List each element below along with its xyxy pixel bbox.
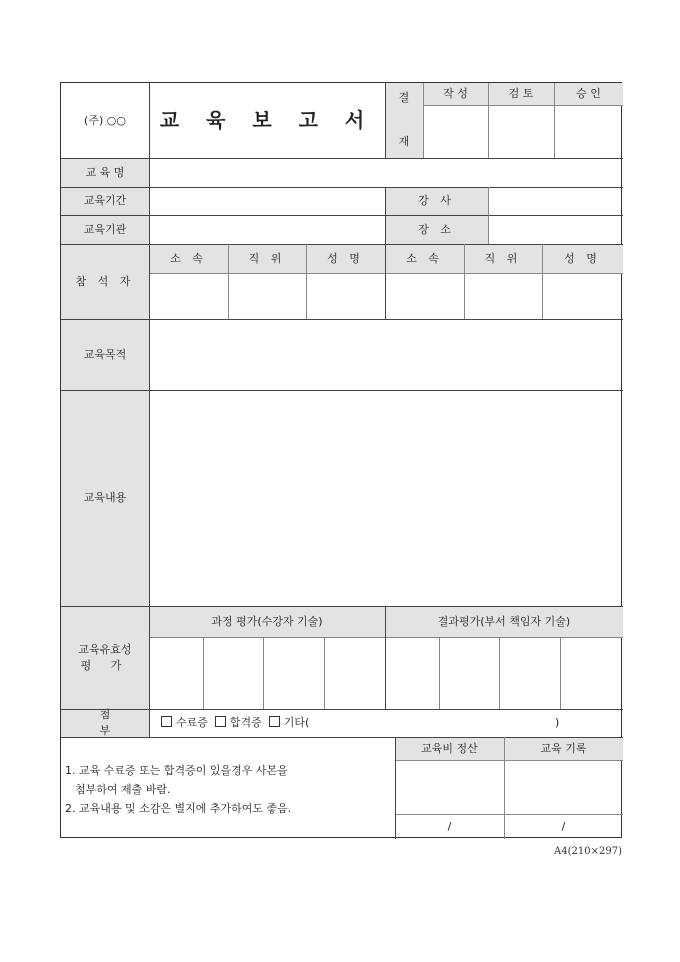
paper-size-label: A4(210×297) (554, 846, 622, 857)
location-field[interactable] (488, 215, 623, 244)
evaluation-label-line1: 교육유효성 (78, 642, 132, 656)
option-other[interactable]: 기타( (269, 715, 310, 731)
evaluation-entries[interactable] (149, 637, 623, 709)
evaluation-label (61, 606, 149, 709)
education-name-label: 교 육 명 (85, 165, 125, 179)
education-record-date[interactable]: / (561, 819, 566, 833)
purpose-field[interactable] (149, 319, 623, 390)
option-other-close: ) (555, 716, 560, 730)
cost-settlement-date[interactable]: / (447, 819, 452, 833)
purpose-label: 교육목적 (83, 347, 127, 361)
attendee-col-position-2: 직 위 (484, 251, 522, 265)
attachment-options (149, 709, 623, 737)
note-1: 1. 교육 수료증 또는 합격증이 있을경우 사본을 (65, 764, 288, 777)
education-institution-field[interactable] (149, 215, 385, 244)
page-title: 교 육 보 고 서 (159, 108, 375, 132)
company-name: (주) ○○ (84, 113, 126, 127)
result-evaluation-header: 결과평가(부서 책임자 기술) (437, 614, 571, 628)
attendee-col-name-1: 성 명 (327, 251, 364, 265)
approval-sign-review[interactable] (488, 105, 554, 158)
report-form (60, 82, 622, 838)
cost-settlement-field[interactable] (395, 760, 504, 814)
attendee-col-position-1: 직 위 (248, 251, 286, 265)
approval-sign-approve[interactable] (554, 105, 623, 158)
approval-col-author: 작 성 (443, 87, 468, 101)
education-period-field[interactable] (149, 187, 385, 215)
content-field[interactable] (149, 390, 623, 606)
attendee-col-dept-2: 소 속 (406, 251, 443, 265)
education-period-label: 교육기간 (83, 194, 127, 208)
approval-sign-author[interactable] (423, 105, 488, 158)
checkbox-icon (215, 716, 226, 727)
checkbox-icon (161, 716, 172, 727)
approval-col-review: 검 토 (508, 87, 534, 101)
process-evaluation-header: 과정 평가(수강자 기술) (211, 614, 323, 628)
notes (65, 761, 391, 818)
approval-col-approve: 승 인 (576, 87, 601, 101)
instructor-field[interactable] (488, 187, 623, 215)
attendees-label: 참 석 자 (75, 274, 135, 288)
attachment-label: 첨 부 (99, 708, 129, 737)
cost-settlement-header: 교육비 정산 (421, 741, 478, 755)
option-pass-certificate[interactable]: 합격증 (215, 715, 262, 731)
checkbox-icon (269, 716, 280, 727)
option-certificate[interactable]: 수료증 (161, 715, 208, 731)
attendee-entries[interactable] (149, 273, 623, 319)
education-institution-label: 교육기관 (83, 222, 127, 236)
evaluation-label-line2: 평 가 (80, 658, 130, 672)
instructor-label: 강 사 (418, 194, 455, 208)
education-record-field[interactable] (504, 760, 623, 814)
education-record-header: 교육 기록 (540, 741, 587, 755)
note-2: 2. 교육내용 및 소감은 별지에 추가하여도 좋음. (65, 802, 292, 815)
education-name-field[interactable] (149, 158, 623, 187)
approval-label-bottom: 재 (398, 135, 410, 149)
location-label: 장 소 (418, 222, 455, 236)
attendee-col-dept-1: 소 속 (170, 251, 207, 265)
approval-label-top: 결 (398, 91, 410, 105)
content-label: 교육내용 (83, 491, 127, 505)
note-1-cont: 첨부하여 제출 바람. (75, 783, 171, 796)
attendee-col-name-2: 성 명 (564, 251, 601, 265)
